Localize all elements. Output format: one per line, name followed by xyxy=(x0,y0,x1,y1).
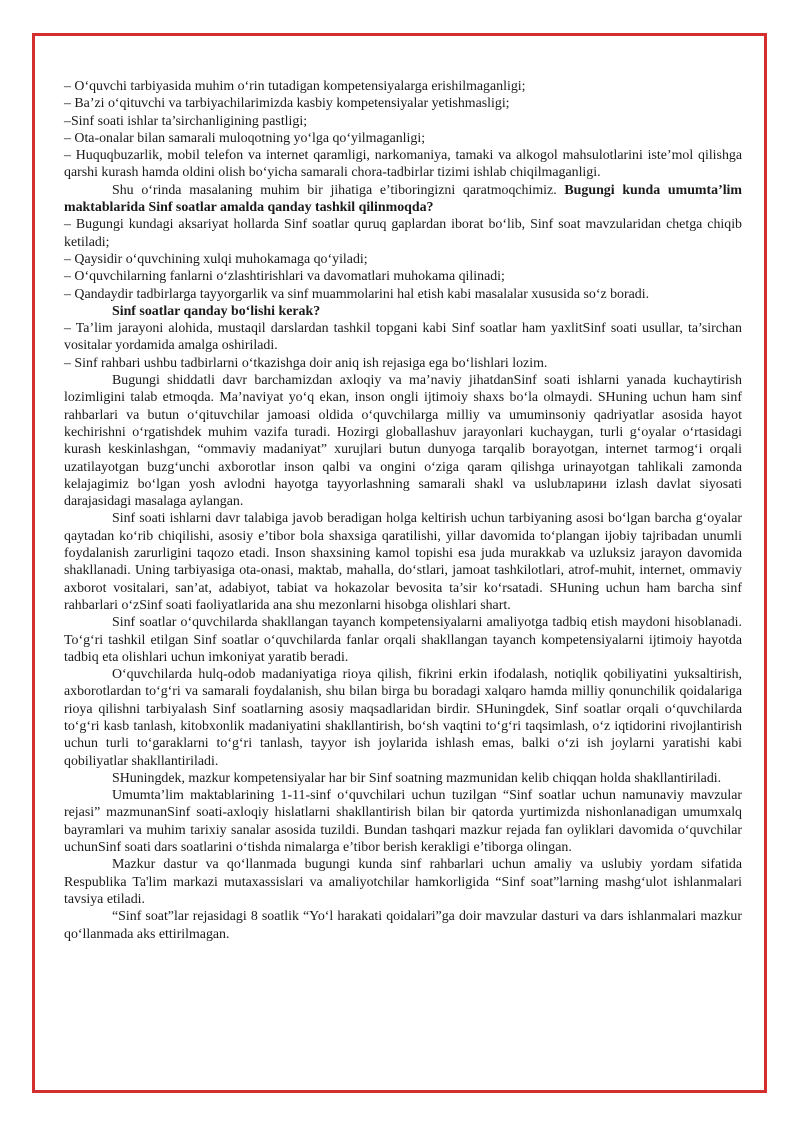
paragraph: Sinf soatlar o‘quvchilarda shakllangan tayanch kompetensiyalarni amaliyotga tadbiq etish maydoni hisoblanadi. To‘g‘ri tashkil etilgan Sinf soatlar o‘quvchilarda fanlar orqali shakllangan tayanch kompetensiyalarni ijtimoiy hayotda tadbiq eta olishlari uchun imkoniyat yaratib beradi. xyxy=(64,615,742,665)
list-item: – Ta’lim jarayoni alohida, mustaqil darslardan tashkil topgani kabi Sinf soatlar ham yaxlitSinf soati usullar, ta’sirchan vositalar yordamida amalga oshiriladi. xyxy=(64,321,742,354)
document-body xyxy=(64,78,742,943)
list-item: – Bugungi kundagi aksariyat hollarda Sinf soatlar quruq gaplardan iborat bo‘lib, Sinf soat mavzularidan chetga chiqib ketiladi; xyxy=(64,217,742,250)
bold-question: Bugungi kunda umumta’lim maktablarida Sinf soatlar amalda qanday tashkil qilinmoqda? xyxy=(64,182,742,216)
list-item: – O‘quvchilarning fanlarni o‘zlashtirishlari va davomatlari muhokama qilinadi; xyxy=(64,269,505,285)
list-item: –Sinf soati ishlar ta’sirchanligining pastligi; xyxy=(64,113,308,129)
list-item: – Qaysidir o‘quvchining xulqi muhokamaga qo‘yiladi; xyxy=(64,251,368,267)
list-item: – Ba’zi o‘qituvchi va tarbiyachilarimizda kasbiy kompetensiyalar yetishmasligi; xyxy=(64,96,510,112)
section-heading: Sinf soatlar qanday bo‘lishi kerak? xyxy=(112,303,321,319)
paragraph: Bugungi shiddatli davr barchamizdan axloqiy va ma’naviy jihatdanSinf soati ishlarni yanada kuchaytirish lozimligini talab etmoqda. Ma’naviyat yo‘q ekan, inson ongli ijtimoiy shaxs bo‘la olmaydi. SHuning uchun ham sinf rahbarlari va butun o‘qituvchilar jamoasi oldida o‘quvchilarga milliy va umuminsoniy qadriyatlar asosida hayot kechirishni o‘rgatishdek muhim vazifa turadi. Hozirgi globallashuv jarayonlari kuchaygan, turli g‘oyalar o‘rtasidagi kurash keskinlashgan, “ommaviy madaniyat” xurujlari butun dunyoga tarqalib borayotgan, internet tarmog‘i orqali uzatilayotgan buzg‘unchi axborotlar inson qalbi va ongini o‘ziga qaram qilishga urinayotgan tahlikali zamonda kelajagimiz bo‘lgan yosh avlodni hayotga tayyorlashning samarali shakl va uslubларини izlash davlat siyosati darajasidagi masalaga aylangan. xyxy=(64,373,742,510)
list-item: – Huquqbuzarlik, mobil telefon va internet qaramligi, narkomaniya, tamaki va alkogol mahsulotlarini iste’mol qilishga qarshi kurash hamda oldini olish bo‘yicha samarali chora-tadbirlar tizimi ishlab chiqilmaganligi. xyxy=(64,148,742,181)
paragraph: O‘quvchilarda hulq-odob madaniyatiga rioya qilish, fikrini erkin ifodalash, notiqlik qobiliyatini yuksaltirish, axborotlardan to‘g‘ri va samarali foydalanish, shu bilan birga bu boradagi xalqaro hamda milliy qonunchilik qoidalariga rioya qilishni tarbiyalash Sinf soatlarning asosiy maqsadlaridan birdir. SHuningdek, Sinf soatlar orqali o‘quvchilarda to‘g‘ri kasb tanlash, kitobxonlik madaniyatini shakllantirish, bo‘sh vaqtini to‘g‘ri taqsimlash, o‘z iqtidorini rivojlantirish uchun turli to‘garaklarni to‘g‘ri tanlash, tayyor ish joylarida ishlash emas, balki o‘zi ish joylarni yaratishi kabi qobiliyatlar shakllantiriladi. xyxy=(64,667,742,769)
paragraph: Umumta’lim maktablarining 1-11-sinf o‘quvchilari uchun tuzilgan “Sinf soatlar uchun namunaviy mavzular rejasi” mazmunanSinf soati-axloqiy hislatlarni shakllantirish bilan bir qatorda yurtimizda nishonlanadigan umumxalq bayramlari va muhim tarixiy sanalar asosida tuzildi. Bundan tashqari mazkur rejada fan oyliklari davomida o‘quvchilar uchunSinf soati dars soatlarini o‘tishda nimalarga e’tibor berish kerakligi e’tiborga olingan. xyxy=(64,788,742,856)
paragraph-text: Shu o‘rinda masalaning muhim bir jihatiga e’tiboringizni qaratmoqchimiz. xyxy=(112,182,565,198)
paragraph: Sinf soati ishlarni davr talabiga javob beradigan holga keltirish uchun tarbiyaning asosi bo‘lgan barcha g‘oyalar qaytadan ko‘rib chiqilishi, asosiy e’tibor bola shaxsiga qaratilishi, yillar davomida to‘plangan ijobiy tajribadan unumli foydalanish zarurligini taqozo etadi. Inson shaxsining kamol topishi esa juda murakkab va uzluksiz jarayon davomida shakllanadi. Uning tarbiyasiga ota-onasi, maktab, mahalla, do‘stlari, jamoat tashkilotlari, atrof-muhit, internet, ommaviy axborot vositalari, san’at, adabiyot, tabiat va hokazolar bevosita ta’sir ko‘rsatadi. SHuning uchun ham barcha sinf rahbarlari o‘zSinf soati faoliyatlarida ana shu mezonlarni hisobga olishlari shart. xyxy=(64,511,742,613)
paragraph: “Sinf soat”lar rejasidagi 8 soatlik “Yo‘l harakati qoidalari”ga doir mavzular dasturi va dars ishlanmalari mazkur qo‘llanmada aks ettirilmagan. xyxy=(64,909,742,942)
list-item: – Qandaydir tadbirlarga tayyorgarlik va sinf muammolarini hal etish kabi masalalar xususida so‘z boradi. xyxy=(64,286,650,302)
list-item: – Sinf rahbari ushbu tadbirlarni o‘tkazishga doir aniq ish rejasiga ega bo‘lishlari lozim. xyxy=(64,355,548,371)
paragraph: Mazkur dastur va qo‘llanmada bugungi kunda sinf rahbarlari uchun amaliy va uslubiy yordam sifatida Respublika Ta'lim markazi mutaxassislari va amaliyotchilar hamkorligida “Sinf soat”larning mashg‘ulot ishlanmalari tavsiya etiladi. xyxy=(64,857,742,907)
list-item: – O‘quvchi tarbiyasida muhim o‘rin tutadigan kompetensiyalarga erishilmaganligi; xyxy=(64,79,526,94)
paragraph: SHuningdek, mazkur kompetensiyalar har bir Sinf soatning mazmunidan kelib chiqqan holda shakllantiriladi. xyxy=(112,770,722,786)
list-item: – Ota-onalar bilan samarali muloqotning yo‘lga qo‘yilmaganligi; xyxy=(64,130,426,146)
paragraph-intro xyxy=(64,182,742,217)
